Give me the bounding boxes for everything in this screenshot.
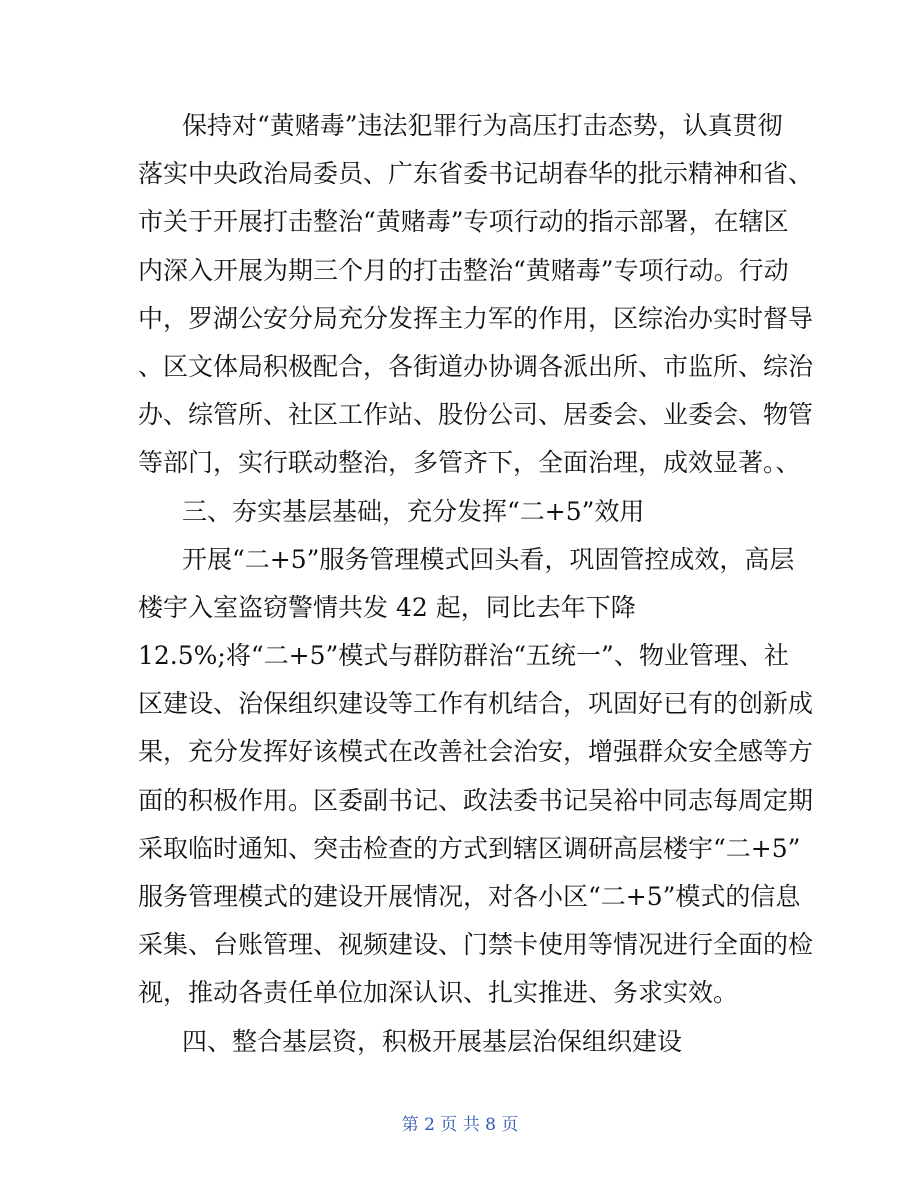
paragraph-line: 中，罗湖公安分局充分发挥主力军的作用，区综治办实时督导 bbox=[138, 303, 814, 333]
paragraph-line: 服务管理模式的建设开展情况，对各小区“二+5”模式的信息 bbox=[138, 882, 801, 911]
page-footer bbox=[0, 1110, 920, 1135]
paragraph-line: 市关于开展打击整治“黄赌毒”专项行动的指示部署，在辖区 bbox=[138, 207, 789, 237]
paragraph-line: 视，推动各责任单位加深认识、扎实推进、务求实效。 bbox=[138, 978, 739, 1008]
document-body bbox=[138, 102, 814, 1066]
paragraph-line: 、区文体局积极配合，各街道办协调各派出所、市监所、综治 bbox=[138, 351, 814, 381]
page-number-indicator: 第 2 页 共 8 页 bbox=[401, 1115, 519, 1135]
paragraph-line: 面的积极作用。区委副书记、政法委书记吴裕中同志每周定期 bbox=[138, 785, 814, 815]
paragraph-line: 保持对“黄赌毒”违法犯罪行为高压打击态势，认真贯彻 bbox=[182, 111, 783, 140]
paragraph-line: 楼宇入室盗窃警情共发 42 起，同比去年下降 bbox=[138, 592, 636, 622]
paragraph-line: 采集、台账管理、视频建设、门禁卡使用等情况进行全面的检 bbox=[138, 930, 814, 960]
paragraph-line: 等部门，实行联动整治，多管齐下，全面治理，成效显著。、 bbox=[138, 448, 801, 478]
paragraph-line: 内深入开展为期三个月的打击整治“黄赌毒”专项行动。行动 bbox=[138, 255, 789, 285]
section-heading: 三、夯实基层基础，充分发挥“二+5”效用 bbox=[182, 496, 645, 526]
section-heading: 四、整合基层资，积极开展基层治保组织建设 bbox=[182, 1026, 683, 1056]
paragraph-line: 办、综管所、社区工作站、股份公司、居委会、业委会、物管 bbox=[138, 400, 814, 430]
paragraph-line: 开展“二+5”服务管理模式回头看，巩固管控成效，高层 bbox=[182, 544, 795, 574]
paragraph-line: 果，充分发挥好该模式在改善社会治安，增强群众安全感等方 bbox=[138, 737, 814, 767]
paragraph-line: 12.5%;将“二+5”模式与群防群治“五统一”、物业管理、社 bbox=[138, 641, 789, 671]
paragraph-line: 区建设、治保组织建设等工作有机结合，巩固好已有的创新成 bbox=[138, 689, 814, 719]
paragraph-line: 采取临时通知、突击检查的方式到辖区调研高层楼宇“二+5” bbox=[138, 833, 801, 863]
paragraph-line: 落实中央政治局委员、广东省委书记胡春华的批示精神和省、 bbox=[138, 159, 814, 189]
